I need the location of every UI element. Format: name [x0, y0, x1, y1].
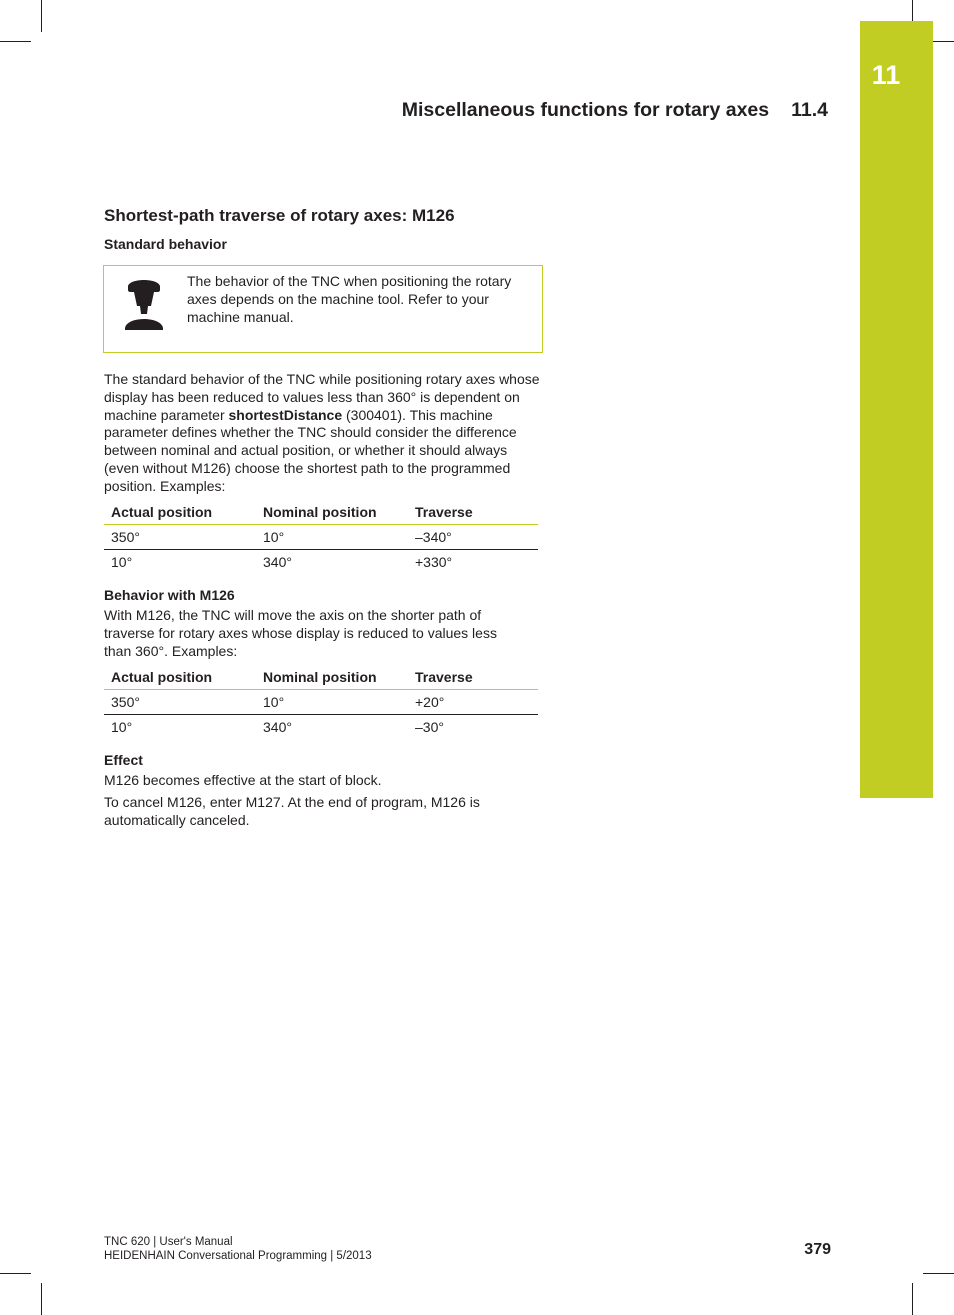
table-row: [104, 690, 538, 715]
table-header-traverse: Traverse: [408, 499, 538, 525]
table-cell: 10°: [256, 690, 408, 715]
m126-examples-table: [104, 664, 538, 739]
crop-mark: [0, 41, 31, 42]
running-header: [402, 99, 828, 122]
crop-mark: [41, 1283, 42, 1315]
page-number: 379: [804, 1241, 831, 1258]
m126-behavior-paragraph: With M126, the TNC will move the axis on the shorter path of traverse for rotary axes whose display is reduced to values less than 360°. Examples:: [104, 607, 497, 659]
machine-note-box: [103, 265, 543, 353]
machine-parameter-name: shortestDistance: [228, 406, 343, 423]
standard-paragraph-text-b: (300401). This machine parameter defines whether the TNC should consider the difference between nominal and actual position, or whether it should always (even without M126) choose the shortest path to the programmed position. Examples:: [104, 406, 517, 494]
footer-manual-title: TNC 620 | User's Manual: [104, 1236, 233, 1248]
machine-note-icon: [124, 276, 164, 332]
standard-behavior-paragraph: [104, 371, 544, 496]
table-row: [104, 550, 538, 575]
table-cell: +330°: [415, 554, 453, 570]
table-header-row: [104, 664, 538, 690]
table-cell: 350°: [104, 525, 256, 550]
table-header-nominal-position: Nominal position: [256, 499, 408, 525]
effect-heading: Effect: [104, 752, 143, 768]
table-row: [104, 525, 538, 550]
footer: [104, 1235, 372, 1263]
table-header-nominal-position: Nominal position: [256, 664, 408, 690]
crop-mark: [923, 1273, 954, 1274]
note-text: The behavior of the TNC when positioning the rotary axes depends on the machine tool. Refer to your machine manual.: [187, 273, 512, 325]
effect-paragraph-1: M126 becomes effective at the start of block.: [104, 772, 382, 788]
chapter-number: 11: [871, 60, 901, 90]
standard-paragraph-text-a: The standard behavior of the TNC while positioning rotary axes whose display has been reduced to values less than 360° is dependent on machine parameter: [104, 371, 540, 423]
table-header-row: [104, 499, 538, 525]
standard-examples-table: [104, 499, 538, 574]
table-cell: 350°: [104, 690, 256, 715]
table-cell: –340°: [408, 525, 538, 550]
table-cell: 10°: [111, 554, 133, 570]
table-header-traverse: Traverse: [408, 664, 538, 690]
table-header-actual-position: Actual position: [104, 664, 256, 690]
section-title: Shortest-path traverse of rotary axes: M126: [104, 206, 455, 225]
running-header-section-number: 11.4: [791, 99, 828, 121]
table-cell: –30°: [415, 719, 444, 735]
m126-behavior-heading: Behavior with M126: [104, 587, 235, 603]
table-cell: +20°: [408, 690, 538, 715]
table-row: [104, 715, 538, 740]
note-divider: [185, 266, 186, 352]
crop-mark: [0, 1273, 31, 1274]
table-cell: 340°: [263, 554, 292, 570]
table-cell: 10°: [111, 719, 133, 735]
table-header-actual-position: Actual position: [104, 499, 256, 525]
crop-mark: [912, 1283, 913, 1315]
footer-publication-info: HEIDENHAIN Conversational Programming | 5/2013: [104, 1250, 372, 1262]
table-cell: 340°: [263, 719, 292, 735]
crop-mark: [912, 0, 913, 21]
standard-behavior-heading: Standard behavior: [104, 236, 227, 252]
effect-paragraph-2: To cancel M126, enter M127. At the end of program, M126 is automatically canceled.: [104, 794, 480, 828]
table-cell: 10°: [256, 525, 408, 550]
crop-mark: [41, 0, 42, 32]
running-header-title: Miscellaneous functions for rotary axes: [401, 99, 770, 121]
chapter-tab: [860, 21, 933, 798]
